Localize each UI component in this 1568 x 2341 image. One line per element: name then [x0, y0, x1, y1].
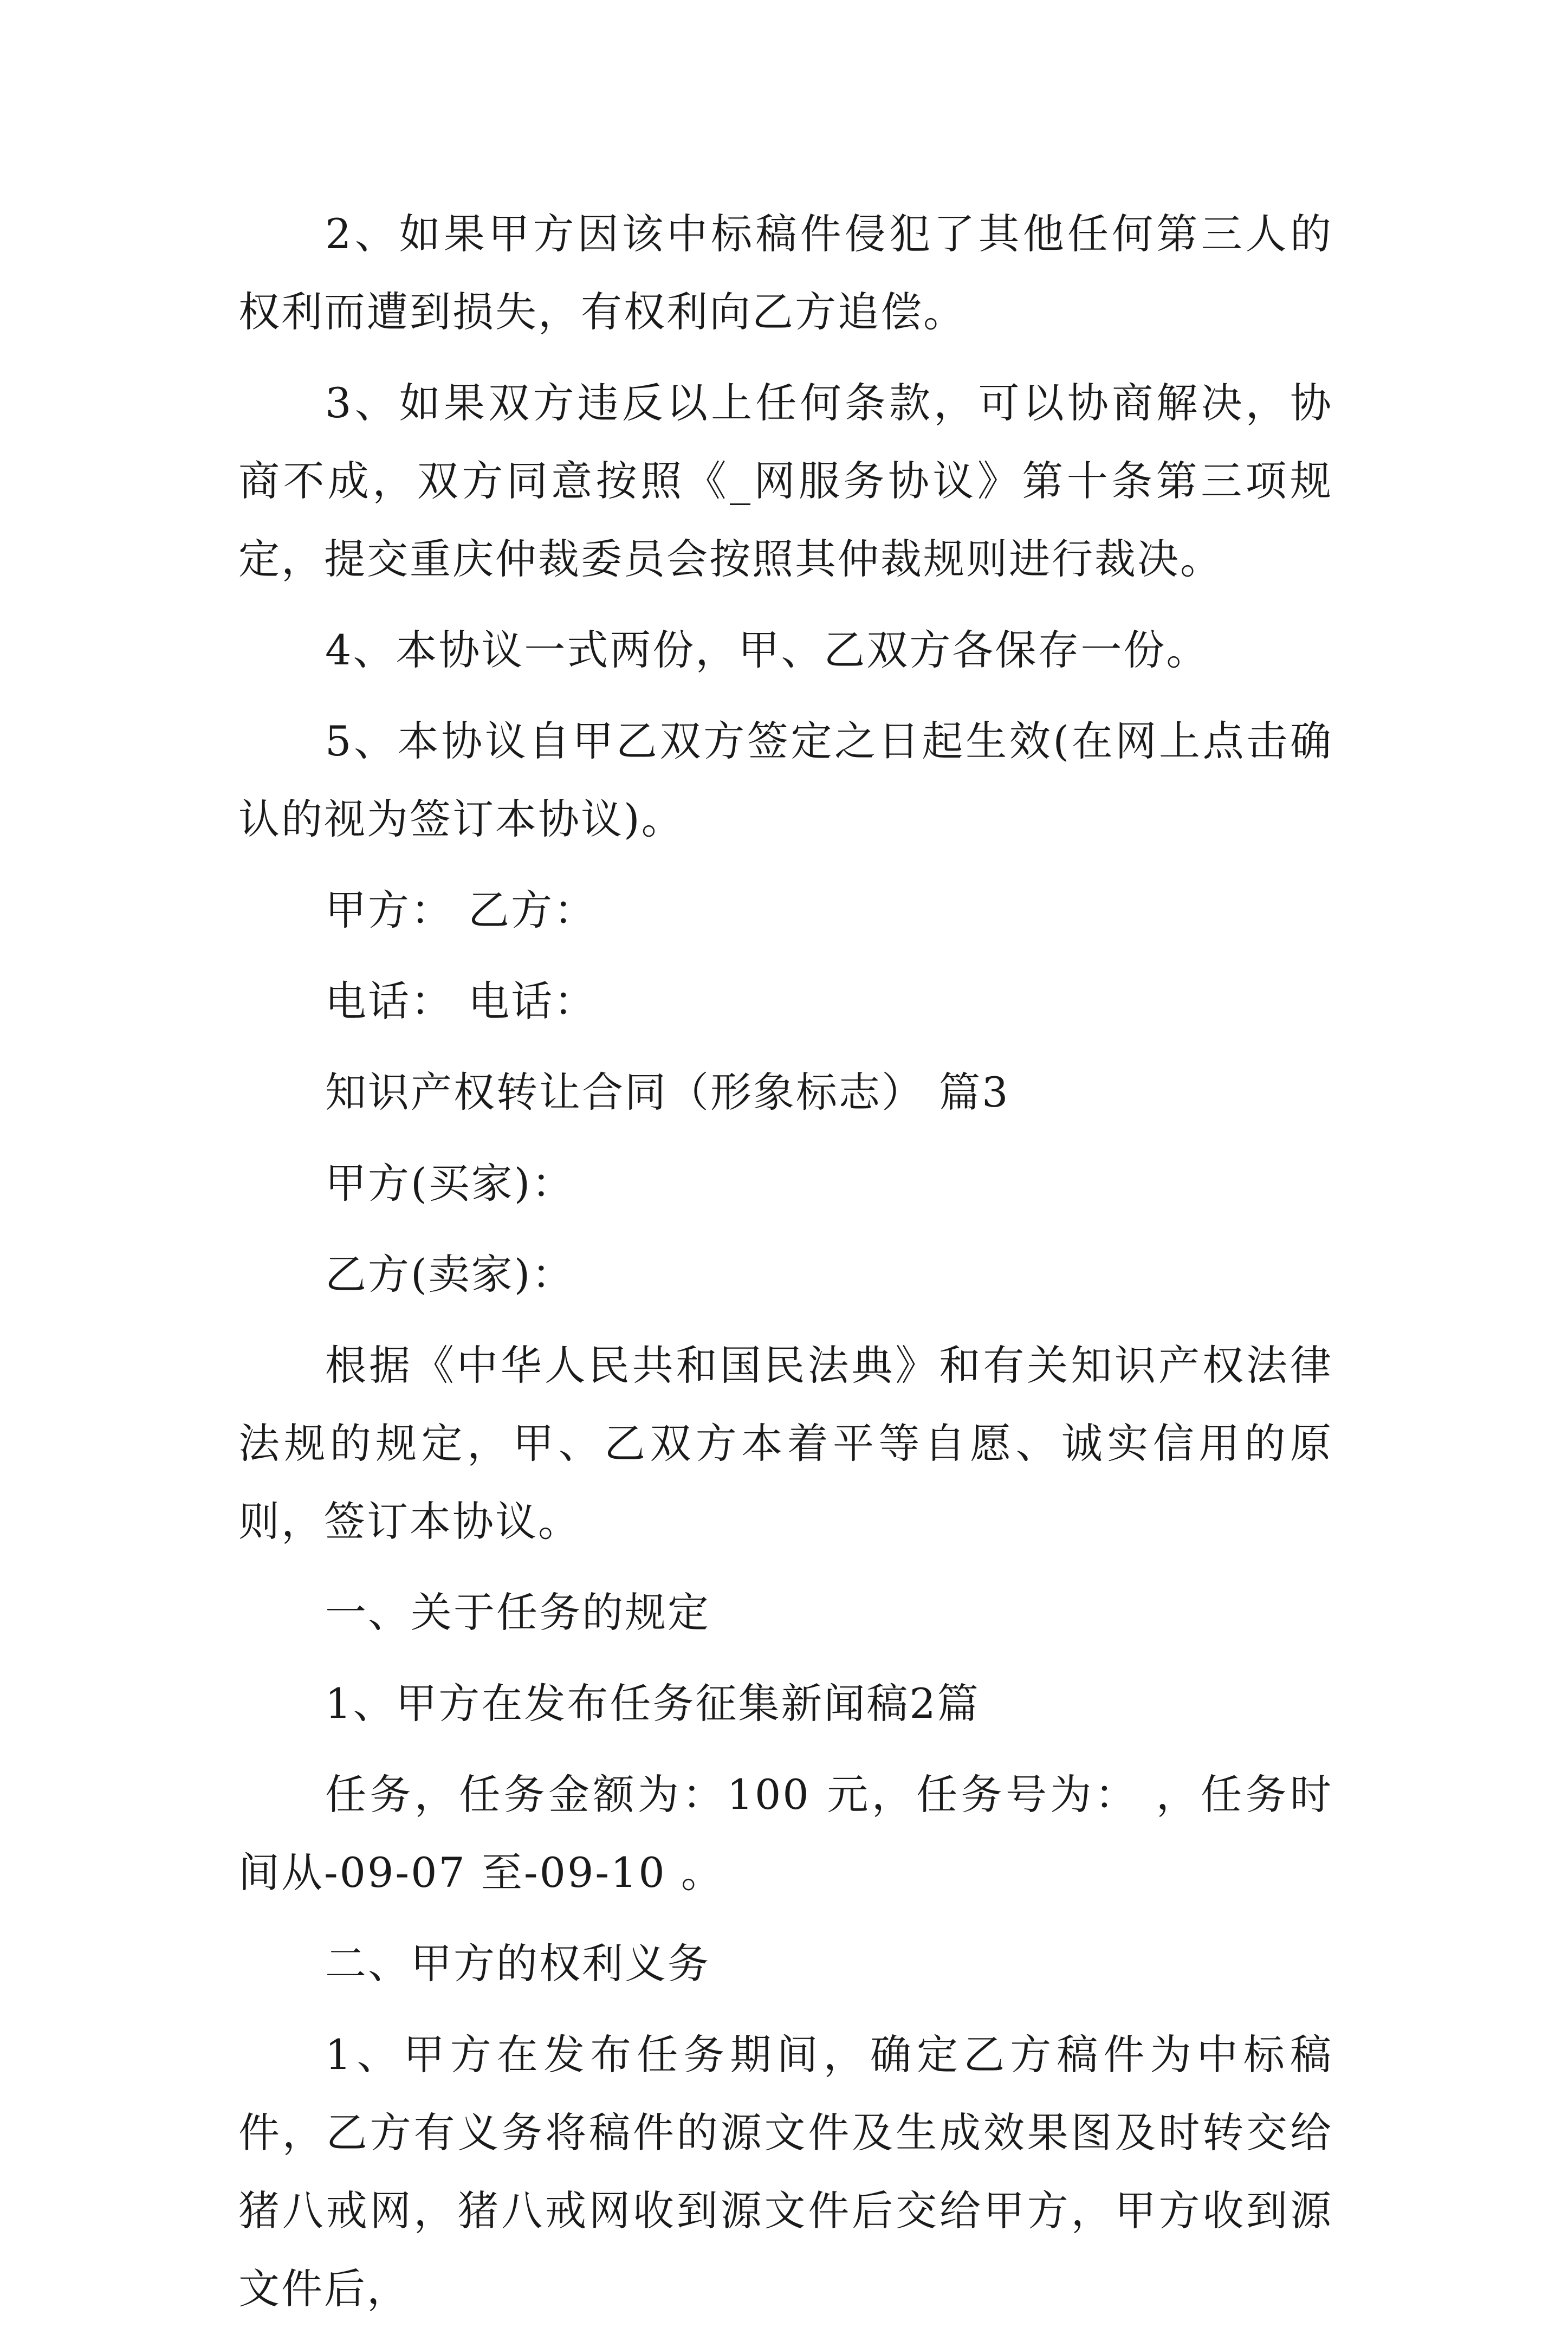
party-a-buyer: 甲方(买家)：: [325, 1159, 575, 1207]
paragraph-clause-3: 3、如果双方违反以上任何条款，可以协商解决，协商不成，双方同意按照《_网服务协议》第十条第三项规定，提交重庆仲裁委员会按照其仲裁规则进行裁决。: [238, 379, 1333, 583]
party-b-seller: 乙方(卖家)：: [325, 1250, 575, 1298]
signature-phone-line: 电话： 电话：: [325, 977, 597, 1025]
paragraph-clause-2: 2、如果甲方因该中标稿件侵犯了其他任何第三人的权利而遭到损失，有权利向乙方追偿。: [238, 210, 1333, 336]
heading-party-a-rights: 二、甲方的权利义务: [325, 1939, 710, 1988]
paragraph-task-1: 1、甲方在发布任务征集新闻稿2篇: [325, 1679, 980, 1728]
heading-task-rules: 一、关于任务的规定: [325, 1588, 710, 1637]
section-title: 知识产权转让合同（形象标志） 篇3: [325, 1068, 1010, 1116]
paragraph-clause-4: 4、本协议一式两份，甲、乙双方各保存一份。: [325, 626, 1209, 674]
paragraph-rights-1: 1、甲方在发布任务期间，确定乙方稿件为中标稿件，乙方有义务将稿件的源文件及生成效果图及时转交给猪八戒网，猪八戒网收到源文件后交给甲方，甲方收到源文件后，: [238, 2030, 1333, 2313]
paragraph-task-details: 任务，任务金额为：100 元，任务号为： ，任务时间从-09-07 至-09-10 。: [238, 1770, 1333, 1897]
paragraph-clause-5: 5、本协议自甲乙双方签定之日起生效(在网上点击确认的视为签订本协议)。: [238, 717, 1333, 843]
signature-parties-line: 甲方： 乙方：: [325, 886, 597, 934]
document-page: [238, 195, 1333, 2341]
paragraph-preamble: 根据《中华人民共和国民法典》和有关知识产权法律法规的规定，甲、乙双方本着平等自愿、诚实信用的原则，签订本协议。: [238, 1341, 1333, 1545]
